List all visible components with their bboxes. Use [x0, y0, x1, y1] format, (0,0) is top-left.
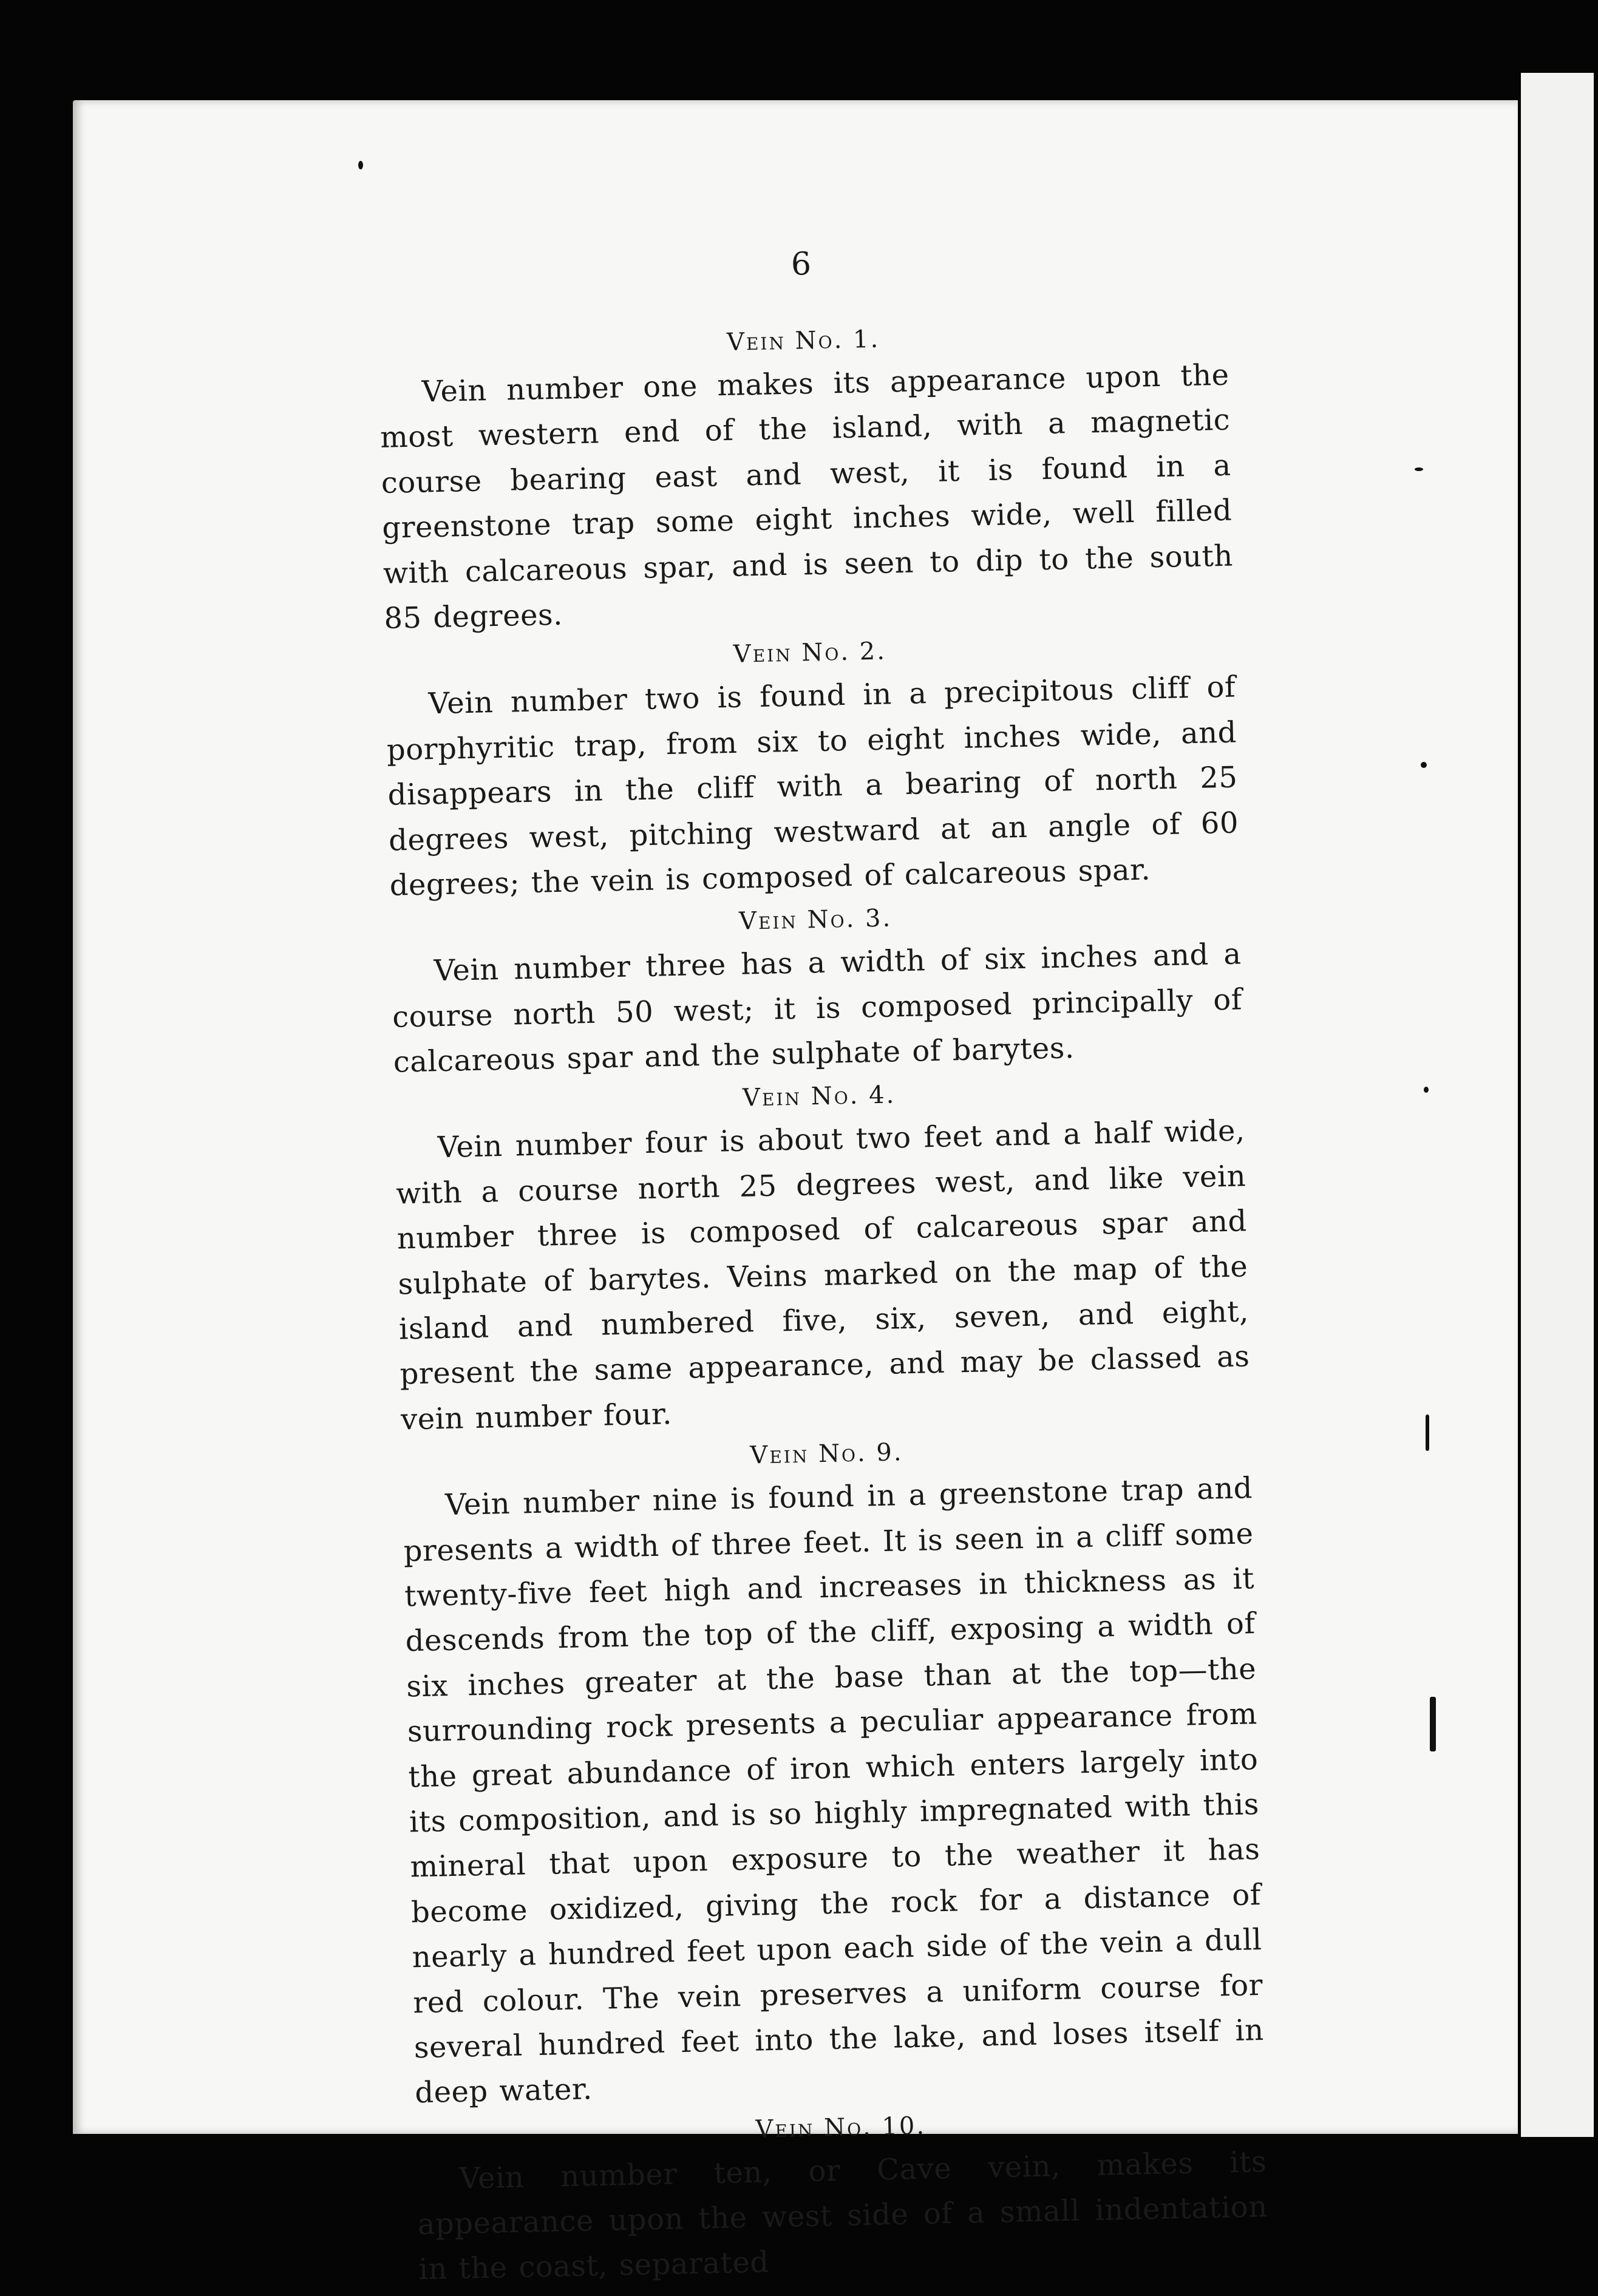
scan-speck	[1426, 1415, 1429, 1451]
section-heading: Vein No. 9.	[749, 1438, 904, 1470]
scan-speck	[1430, 1697, 1436, 1751]
section-paragraph: Vein number three has a width of six inches and a course north 50 west; it is composed principally of calcareous spar and the sulphate of barytes.	[392, 937, 1243, 1079]
document-text	[376, 237, 1269, 2296]
section-paragraph: Vein number ten, or Cave vein, makes its appearance upon the west side of a small indentation in the coast, separated	[417, 2144, 1268, 2287]
section-heading: Vein No. 3.	[738, 904, 892, 936]
section-paragraph: Vein number two is found in a precipitous cliff of porphyritic trap, from six to eight inches wide, and disappears in the cliff with a bearing of north 25 degrees west, pitching westward at an angle of 60 degrees; the vein is composed of calcareous spar.	[386, 670, 1239, 903]
section-heading: Vein No. 4.	[742, 1081, 896, 1113]
facing-page-edge	[1521, 73, 1594, 2137]
section-heading: Vein No. 1.	[726, 325, 880, 356]
section-heading: Vein No. 10.	[755, 2111, 926, 2144]
section-paragraph: Vein number nine is found in a greenstone trap and presents a width of three feet. It is seen in a cliff some twenty-five feet high and increases in thickness as it descends from the top of the cliff, exposing a width of six inches greater at the base than at the top—the surrounding rock presents a peculiar appearance from the great abundance of iron which enters largely into its composition, and is so highly impregnated with this mineral that upon exposure to the weather it has become oxidized, giving the rock for a distance of nearly a hundred feet upon each side of the vein a dull red colour. The vein preserves a uniform course for several hundred feet into the lake, and loses itself in deep water.	[403, 1471, 1265, 2110]
scan-speck	[1415, 467, 1423, 471]
scan-speck	[358, 161, 363, 169]
scan-speck	[1421, 762, 1427, 768]
scan-speck	[1424, 1087, 1429, 1093]
section-heading: Vein No. 2.	[733, 637, 887, 669]
section-paragraph: Vein number four is about two feet and a half wide, with a course north 25 degrees west, and like vein number three is composed of calcareous spar and sulphate of barytes. Veins marked on the map of the island and numbered five, six, seven, and eight, present the same appearance, and may be classed as vein number four.	[395, 1113, 1250, 1437]
section-paragraph: Vein number one makes its appearance upon the most western end of the island, with a magnetic course bearing east and west, it is found in a greenstone trap some eight inches wide, well filled with calcareous spar, and is seen to dip to the south 85 degrees.	[379, 358, 1234, 636]
page-number: 6	[790, 245, 813, 283]
